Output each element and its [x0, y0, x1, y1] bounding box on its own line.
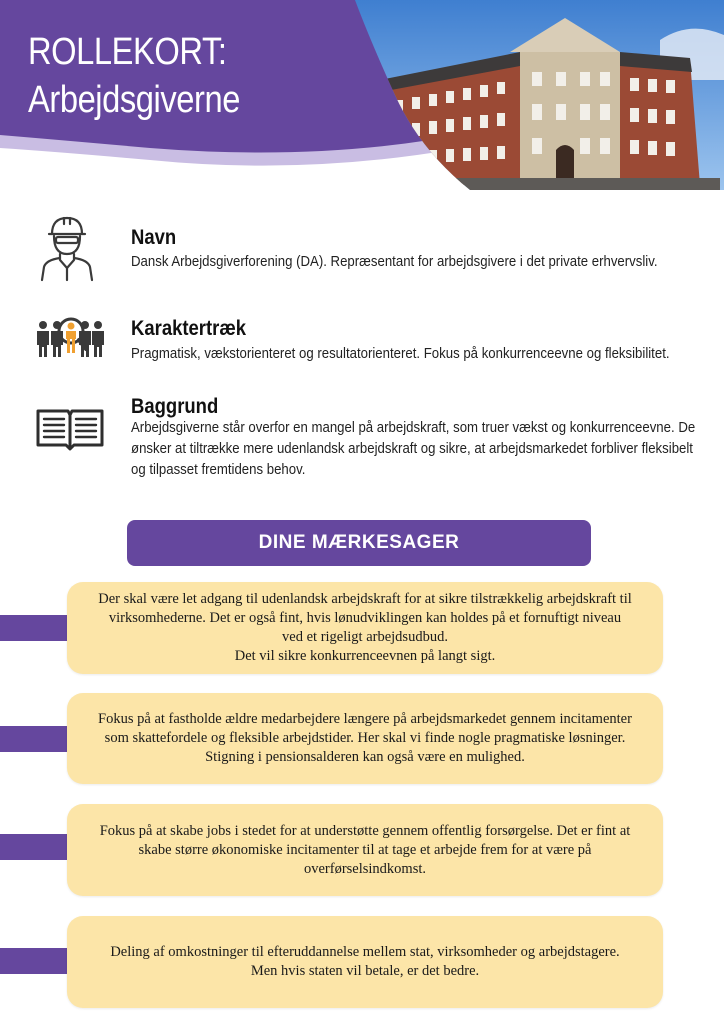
- cause-card-2: [67, 693, 663, 784]
- cause-text: Fokus på at fastholde ældre medarbejdere længere på arbejdsmarkedet gennem incitamenter som skattefordele og fleksible arbejdstider. Her skal vi finde nogle pragmatiske løsninger. Stigning i pensionsalderen kan også være en mulighed.: [98, 711, 632, 765]
- title-line-2: Arbejdsgiverne: [28, 79, 240, 121]
- section-karaktertraek: [0, 305, 724, 375]
- cause-card-4: [67, 916, 663, 1008]
- section-banner: DINE MÆRKESAGER: [127, 520, 591, 566]
- section-heading: Baggrund: [131, 395, 219, 418]
- cause-card-1: [67, 582, 663, 674]
- section-baggrund: [0, 385, 724, 495]
- building-photo: [340, 0, 724, 190]
- open-book-icon: [34, 405, 106, 453]
- cause-text: Der skal være let adgang til udenlandsk arbejdskraft for at sikre tilstrækkelig arbejdskraft til virksomhederne. Det er også fint, hvis lønudviklingen kan holdes på et fornuftigt niveau ved et rigeligt arbejdsudbud. Det vil sikre konkurrenceevnen på langt sigt.: [98, 591, 632, 664]
- header: [0, 0, 724, 190]
- section-heading: Navn: [131, 226, 177, 249]
- section-text: Dansk Arbejdsgiverforening (DA). Repræsentant for arbejdsgivere i det private erhvervsliv.: [131, 253, 658, 270]
- section-text: Arbejdsgiverne står overfor en mangel på arbejdskraft, som truer vækst og konkurrenceevne. De ønsker at tiltrække mere udenlandsk arbejdskraft og sikre, at arbejdsmarkedet forbliver fleksibelt og tilpasset fremtidens behov.: [131, 419, 696, 478]
- cause-card-3: [67, 804, 663, 896]
- cause-text: Deling af omkostninger til efteruddannelse mellem stat, virksomheder og arbejdstagere. Men hvis staten vil betale, er det bedre.: [110, 944, 620, 979]
- cause-text: Fokus på at skabe jobs i stedet for at understøtte gennem offentlig forsørgelse. Det er fint at skabe større økonomiske incitamenter til at tage et arbejde frem for at være på overførselsindkomst.: [99, 822, 631, 877]
- worker-icon: [34, 212, 100, 282]
- section-heading: Karaktertræk: [131, 317, 247, 340]
- title-line-1: ROLLEKORT:: [28, 31, 227, 73]
- section-text: Pragmatisk, vækstorienteret og resultatorienteret. Fokus på konkurrenceevne og fleksibilitet.: [131, 345, 670, 362]
- section-navn: [0, 210, 724, 290]
- team-search-icon: [34, 315, 104, 361]
- page-title: [28, 28, 240, 124]
